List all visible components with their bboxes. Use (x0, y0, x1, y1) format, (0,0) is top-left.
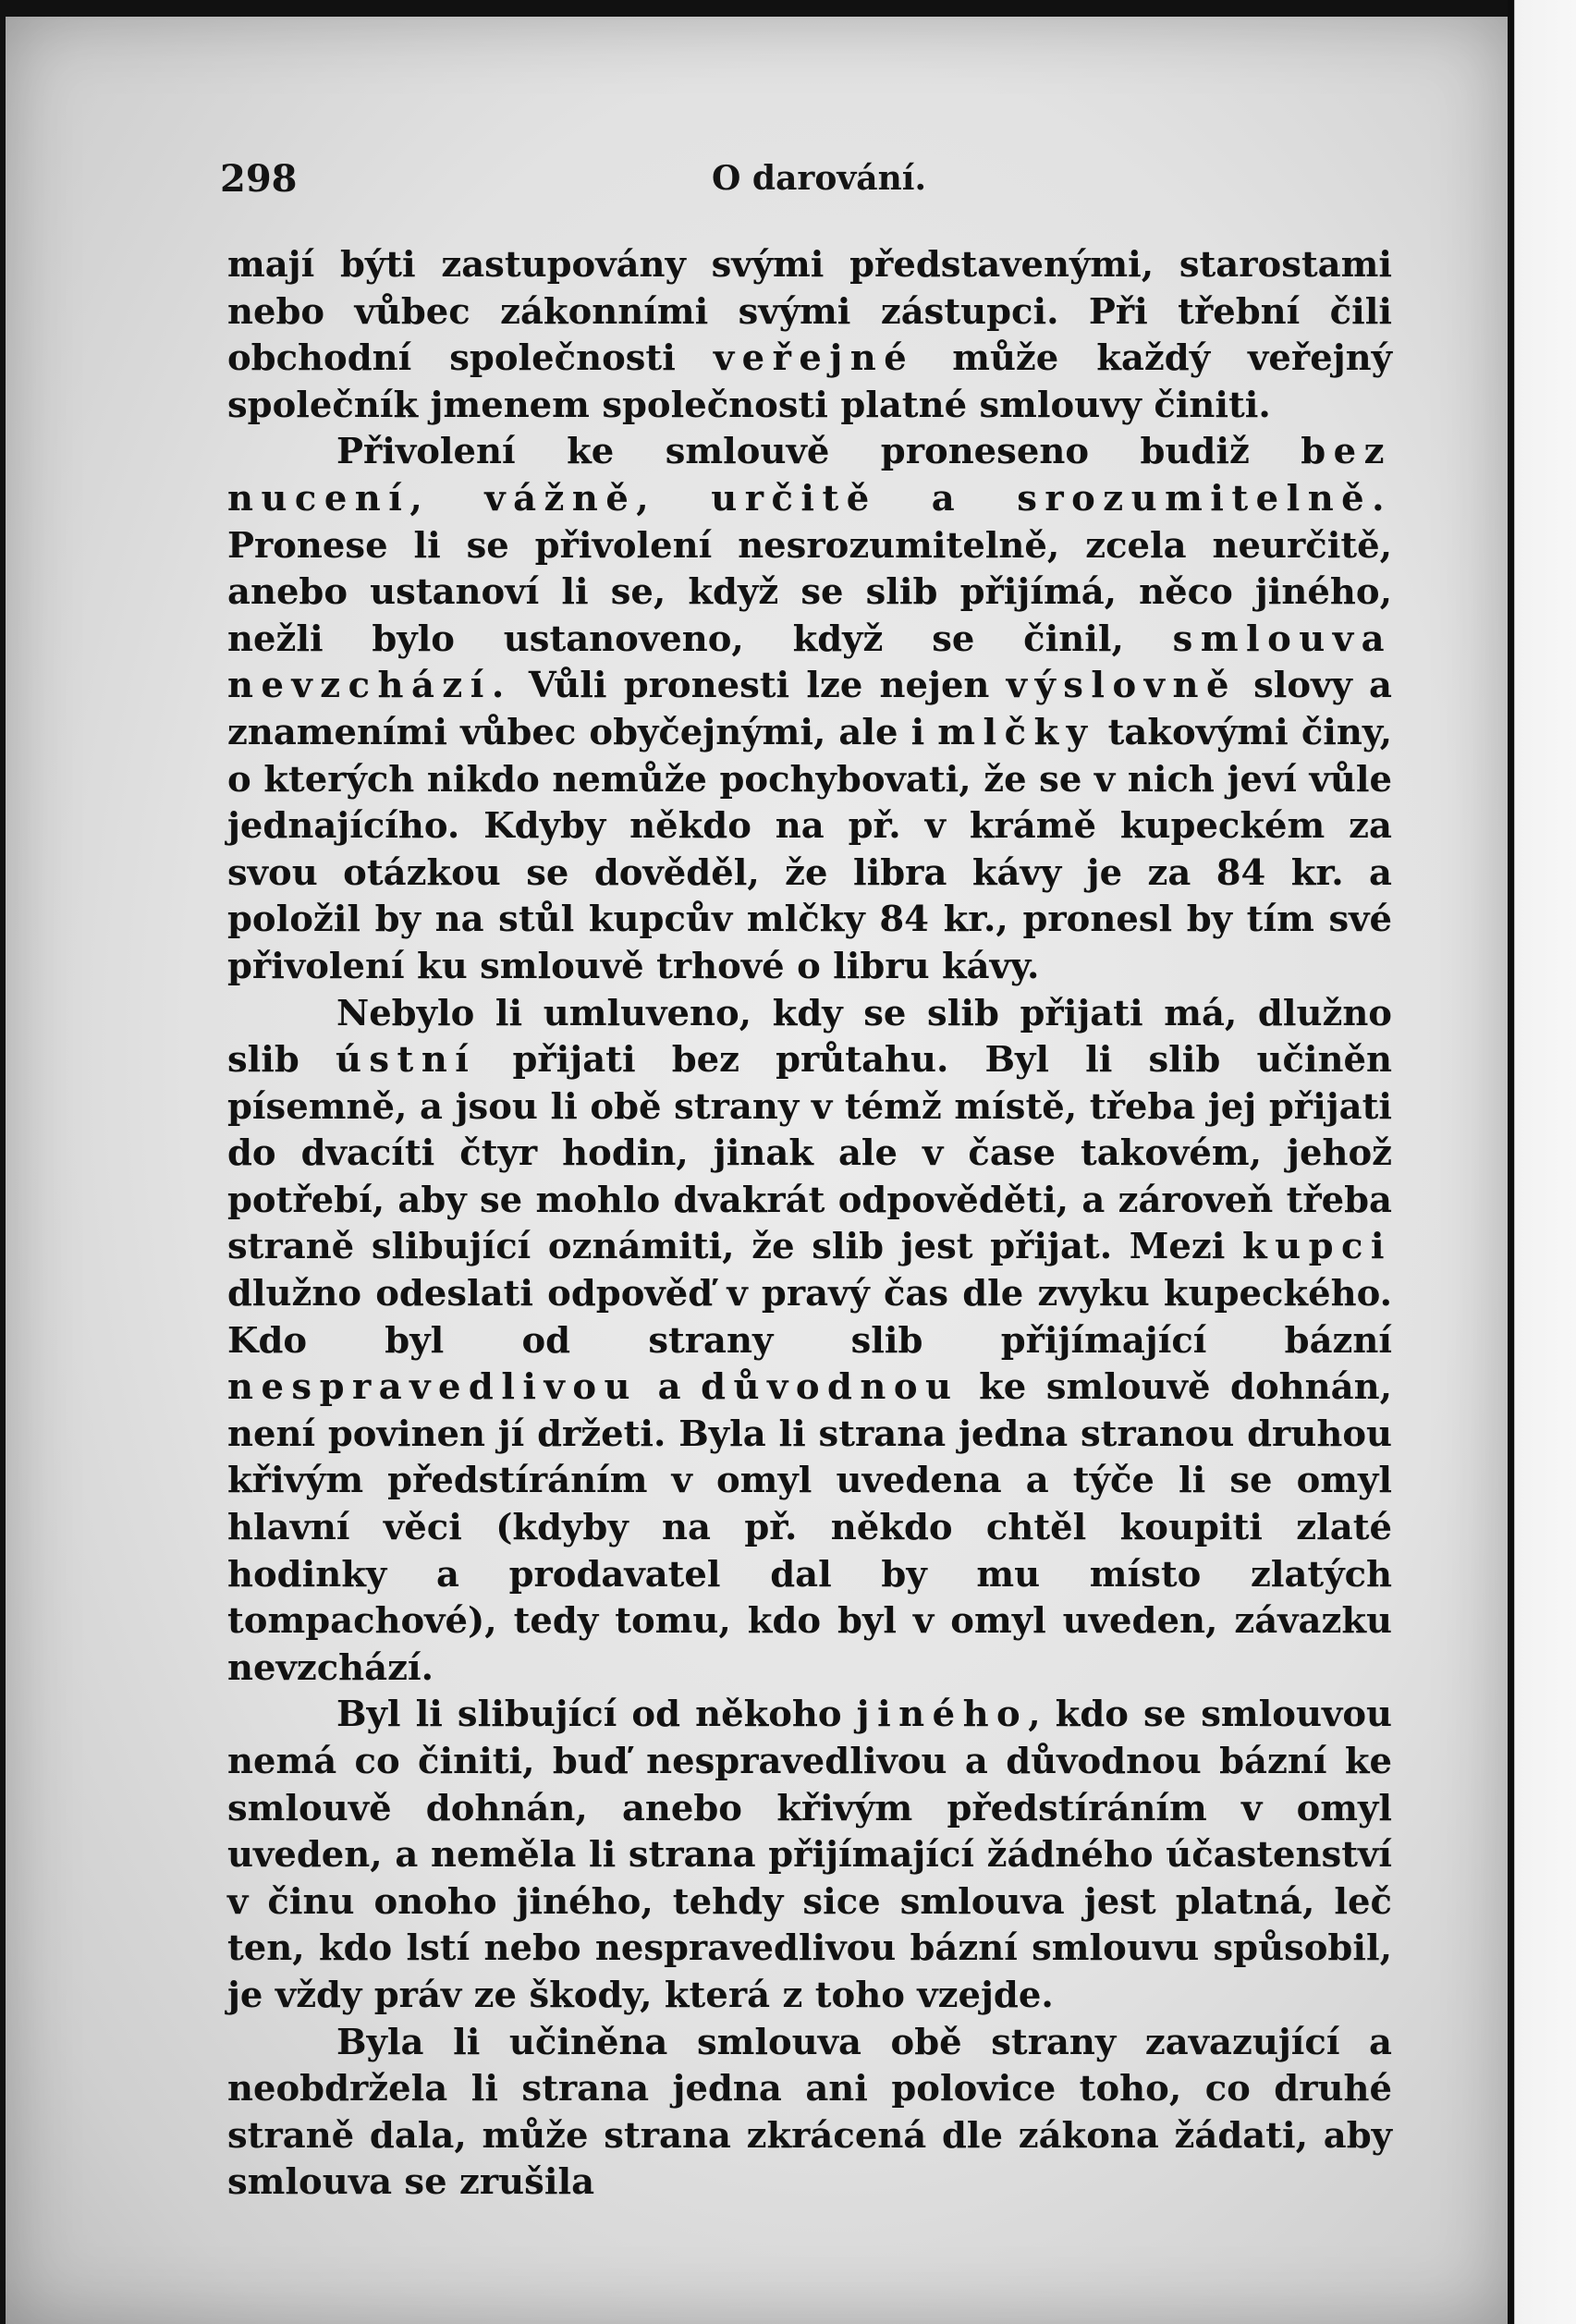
spaced-emphasis-text: výslovně (1006, 665, 1237, 707)
paragraph-text: Přivolení ke smlouvě proneseno budiž (336, 431, 1301, 473)
paragraph-text: a (637, 1366, 702, 1409)
running-title: O darování. (712, 159, 926, 198)
paragraph-text: ke smlouvě dohnán, není povinen jí držeti. Byla li strana jedna stranou druhou křivým předstíráním v omyl uvedena a týče li se omyl hlavní věci (kdyby na př. někdo chtěl koupiti zlaté hodinky a prodavatel dal by mu místo zlatých tompachové), tedy tomu, kdo byl v omyl uveden, závazku nevzchází. (227, 1366, 1392, 1689)
spaced-emphasis-text: mlčky (937, 711, 1095, 753)
paragraph-text: takovými činy, o kterých nikdo nemůže pochybovati, že se v nich jeví vůle jednajícího. Kdyby někdo na př. v krámě kupeckém za svou otázkou se dověděl, že libra kávy je za 84 kr. a položil by na stůl kupcův mlčky 84 kr., pronesl by tím své přivolení ku smlouvě trhové o libru kávy. (227, 711, 1392, 987)
paragraph-text: , kdo se smlouvou nemá co činiti, buď nespravedlivou a důvodnou bázní ke smlouvě dohnán, anebo křivým předstíráním v omyl uveden, a neměla li strana přijímající žádného účastenství v činu onoho jiného, tehdy sice smlouva jest platná, leč ten, kdo lstí nebo nespravedlivou bázní smlouvu spůsobil, je vždy práv ze škody, která z toho vzejde. (227, 1694, 1392, 2016)
paragraph-text: Byl li slibující od někoho (336, 1694, 857, 1736)
spaced-emphasis-text: nespravedlivou (227, 1366, 638, 1409)
spaced-emphasis-text: bez nucení, vážně, určitě a srozumitelně. (227, 431, 1392, 520)
spaced-emphasis-text: smlouva nevzchází. (227, 618, 1392, 707)
paragraph-text: dlužno odeslati odpověď v pravý čas dle zvyku kupeckého. Kdo byl od strany slib přijímající bázní (227, 1273, 1392, 1362)
page-number: 298 (220, 157, 298, 201)
paragraph-text: Nebylo li umluveno, kdy se slib přijati má, dlužno slib (227, 992, 1392, 1082)
paragraph (227, 991, 1392, 1693)
paragraph-text: přijati bez průtahu. Byl li slib učiněn písemně, a jsou li obě strany v témž místě, třeba jej přijati do dvacíti čtyr hodin, jinak ale v čase takovém, jehož potřebí, aby se mohlo dvakrát odpověděti, a zároveň třeba straně slibující oznámiti, že slib jest přijat. Mezi (227, 1039, 1392, 1268)
paragraph-text: mají býti zastupovány svými představenými, starostami nebo vůbec zákonními svými zástupci. Při třební čili obchodní společnosti (227, 244, 1392, 380)
page-header (0, 157, 1576, 203)
paragraph-text: slovy a znameními vůbec obyčejnými, ale i (227, 665, 1392, 753)
spaced-emphasis-text: ústní (335, 1039, 477, 1082)
paragraph-text: Byla li učiněna smlouva obě strany zavazující a neobdržela li strana jedna ani polovice toho, co druhé straně dala, může strana zkrácená dle zákona žádati, aby smlouva se zrušila (227, 2021, 1392, 2204)
spaced-emphasis-text: veřejné (713, 337, 915, 380)
spaced-emphasis-text: důvodnou (701, 1366, 959, 1409)
paragraph (227, 242, 1392, 429)
paragraph-text: Pronese li se přivolení nesrozumitelně, zcela neurčitě, anebo ustanoví li se, když se slib přijímá, něco jiného, nežli bylo ustanoveno, když se činil, (227, 524, 1392, 660)
paragraph (227, 429, 1392, 990)
page-gutter-shadow (1508, 0, 1514, 2324)
next-page-edge (1508, 0, 1576, 2324)
paragraph-text: Vůli pronesti lze nejen (511, 665, 1007, 707)
paragraph (227, 2020, 1392, 2207)
body-text (227, 242, 1392, 2207)
spaced-emphasis-text: jiného (856, 1694, 1029, 1736)
spaced-emphasis-text: kupci (1241, 1226, 1392, 1268)
paragraph (227, 1692, 1392, 2019)
paragraph-text: může každý veřejný společník jmenem společnosti platné smlouvy činiti. (227, 337, 1392, 426)
